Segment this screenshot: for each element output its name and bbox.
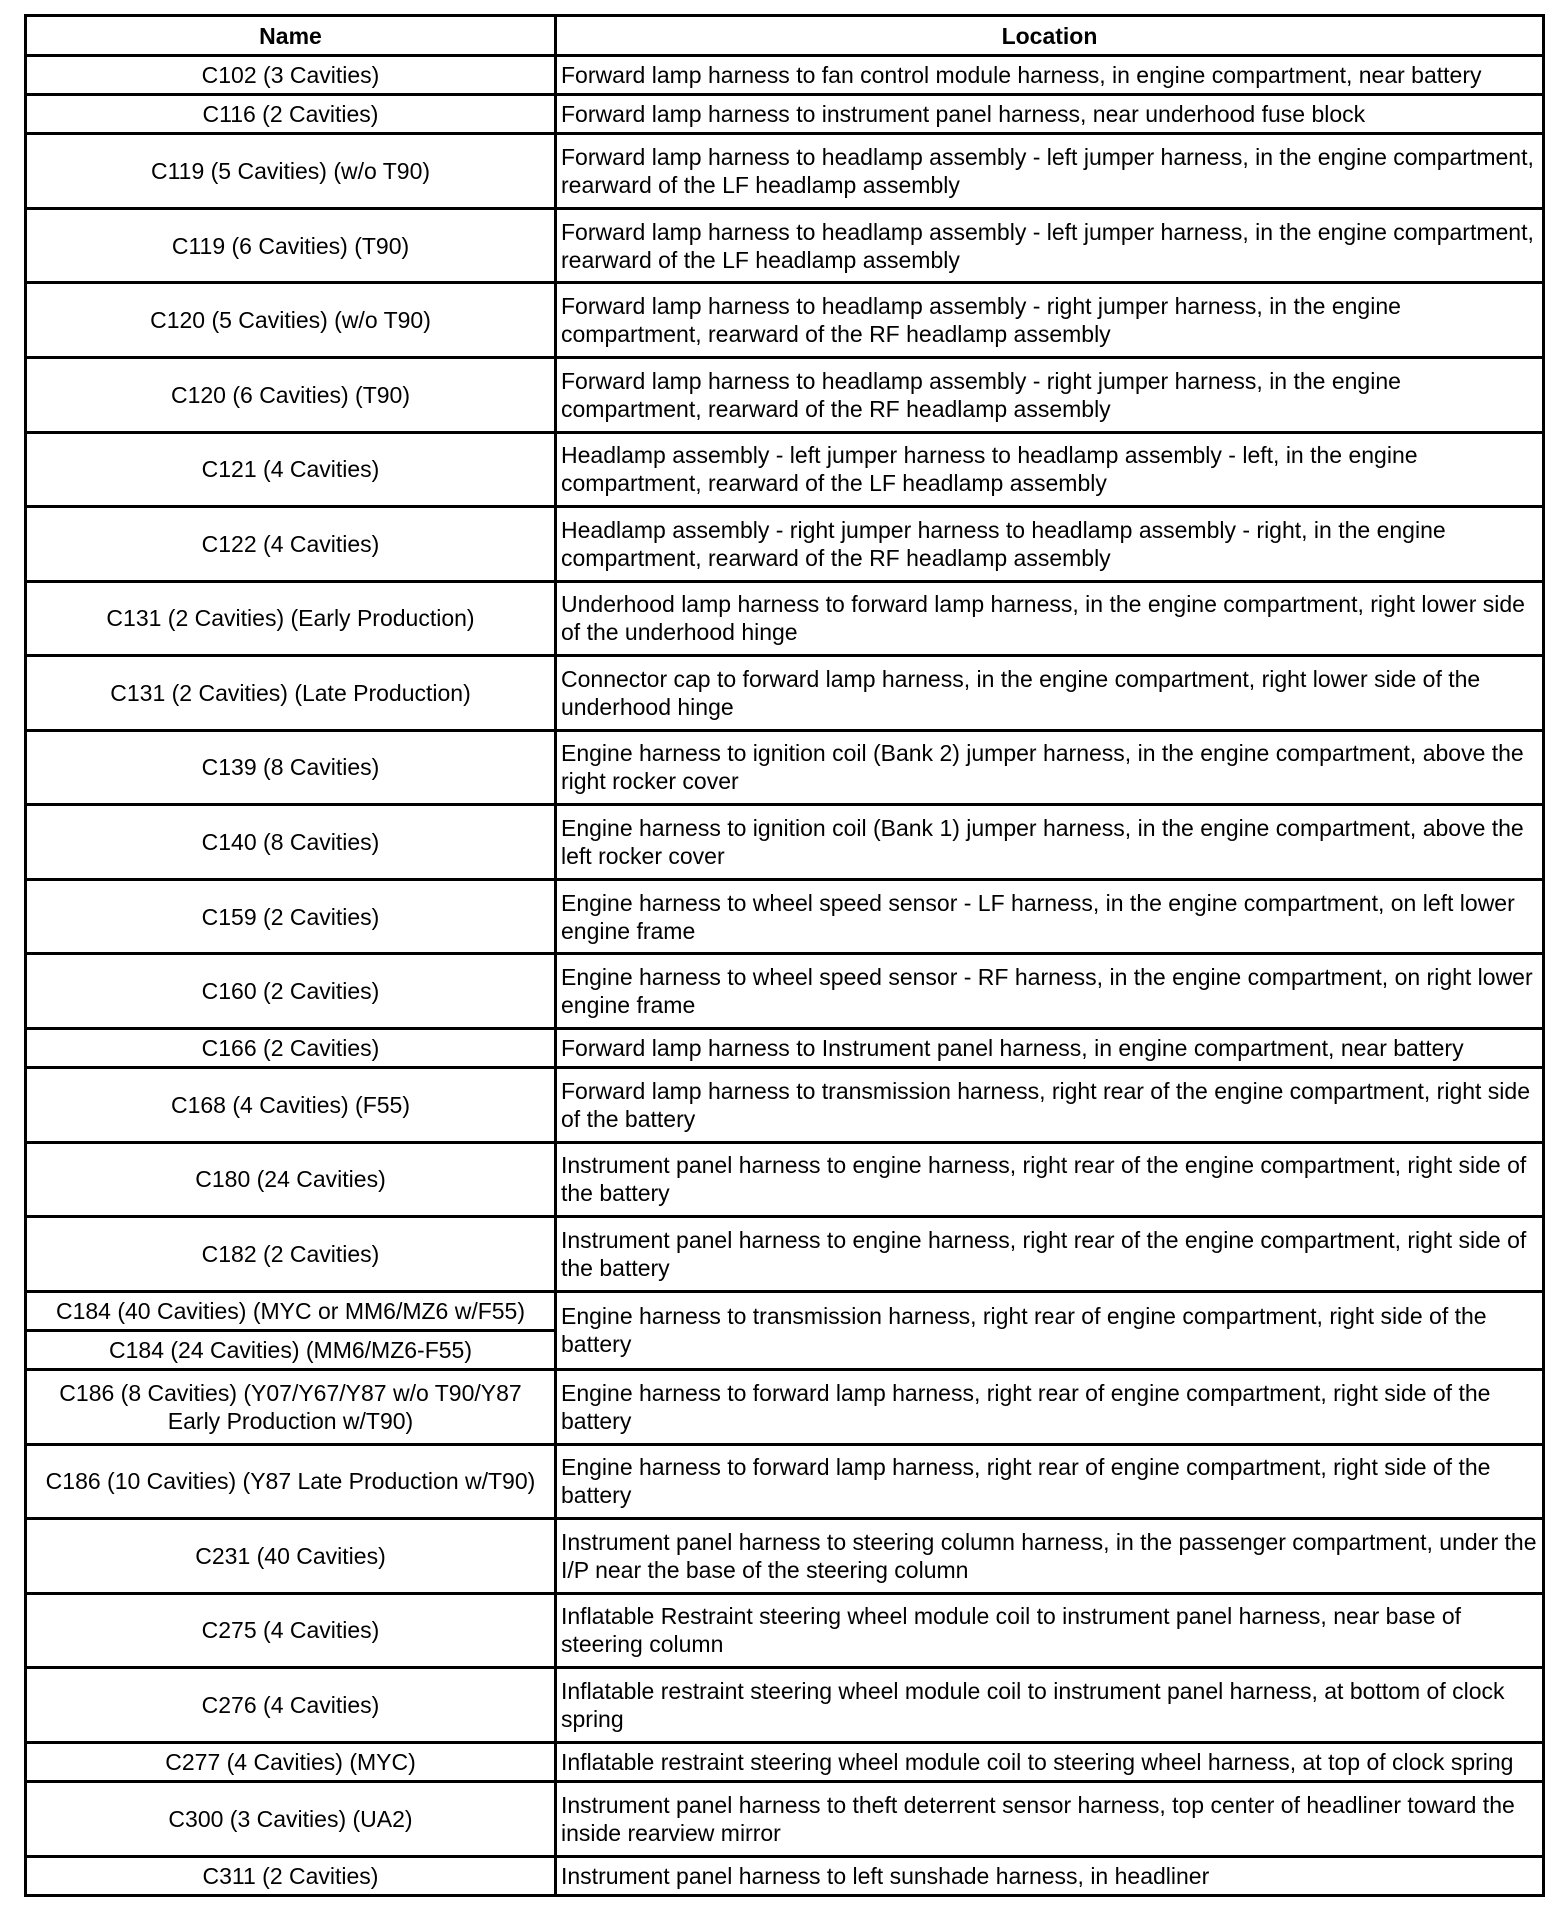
connector-name: C131 (2 Cavities) (Early Production) <box>26 581 556 656</box>
connector-name: C121 (4 Cavities) <box>26 432 556 507</box>
connector-location: Engine harness to wheel speed sensor - LF harness, in the engine compartment, on left lower engine frame <box>556 879 1544 954</box>
connector-name: C186 (10 Cavities) (Y87 Late Production w/T90) <box>26 1444 556 1519</box>
connector-location: Forward lamp harness to headlamp assembly - right jumper harness, in the engine compartment, rearward of the RF headlamp assembly <box>556 357 1544 432</box>
table-row <box>26 507 1544 582</box>
connector-location: Instrument panel harness to steering column harness, in the passenger compartment, under the I/P near the base of the steering column <box>556 1519 1544 1594</box>
table-row <box>26 1519 1544 1594</box>
connector-location: Forward lamp harness to fan control module harness, in engine compartment, near battery <box>556 56 1544 95</box>
connector-name: C276 (4 Cavities) <box>26 1668 556 1743</box>
connector-location: Inflatable restraint steering wheel module coil to instrument panel harness, at bottom of clock spring <box>556 1668 1544 1743</box>
connector-location: Instrument panel harness to left sunshade harness, in headliner <box>556 1856 1544 1895</box>
connector-location: Connector cap to forward lamp harness, in the engine compartment, right lower side of the underhood hinge <box>556 656 1544 731</box>
connector-name: C277 (4 Cavities) (MYC) <box>26 1742 556 1781</box>
connector-name: C180 (24 Cavities) <box>26 1142 556 1217</box>
connector-location: Engine harness to forward lamp harness, right rear of engine compartment, right side of the battery <box>556 1444 1544 1519</box>
table-row <box>26 1028 1544 1067</box>
connector-location: Forward lamp harness to headlamp assembly - left jumper harness, in the engine compartment, rearward of the LF headlamp assembly <box>556 134 1544 209</box>
connector-name: C160 (2 Cavities) <box>26 954 556 1029</box>
connector-name: C122 (4 Cavities) <box>26 507 556 582</box>
connector-name: C300 (3 Cavities) (UA2) <box>26 1781 556 1856</box>
connector-name: C120 (5 Cavities) (w/o T90) <box>26 283 556 358</box>
connector-name: C140 (8 Cavities) <box>26 805 556 880</box>
table-row <box>26 208 1544 283</box>
table-row <box>26 656 1544 731</box>
connector-location: Forward lamp harness to Instrument panel harness, in engine compartment, near battery <box>556 1028 1544 1067</box>
table-row <box>26 1742 1544 1781</box>
connector-name: C166 (2 Cavities) <box>26 1028 556 1067</box>
connector-location: Inflatable Restraint steering wheel module coil to instrument panel harness, near base of steering column <box>556 1593 1544 1668</box>
table-row <box>26 1142 1544 1217</box>
connector-location: Engine harness to ignition coil (Bank 1) jumper harness, in the engine compartment, above the left rocker cover <box>556 805 1544 880</box>
table-row <box>26 56 1544 95</box>
connector-location: Inflatable restraint steering wheel module coil to steering wheel harness, at top of clock spring <box>556 1742 1544 1781</box>
table-row <box>26 730 1544 805</box>
connector-name: C168 (4 Cavities) (F55) <box>26 1068 556 1143</box>
column-header-location: Location <box>556 16 1544 56</box>
connector-name: C119 (6 Cavities) (T90) <box>26 208 556 283</box>
connector-name: C119 (5 Cavities) (w/o T90) <box>26 134 556 209</box>
connector-location: Headlamp assembly - right jumper harness to headlamp assembly - right, in the engine compartment, rearward of the RF headlamp assembly <box>556 507 1544 582</box>
table-row <box>26 95 1544 134</box>
table-row <box>26 581 1544 656</box>
connector-location: Forward lamp harness to headlamp assembly - right jumper harness, in the engine compartment, rearward of the RF headlamp assembly <box>556 283 1544 358</box>
connector-name: C102 (3 Cavities) <box>26 56 556 95</box>
connector-name: C184 (24 Cavities) (MM6/MZ6-F55) <box>26 1330 556 1369</box>
connector-table-document <box>24 14 1545 1897</box>
connector-name: C120 (6 Cavities) (T90) <box>26 357 556 432</box>
connector-location: Engine harness to forward lamp harness, right rear of engine compartment, right side of the battery <box>556 1370 1544 1445</box>
connector-name: C275 (4 Cavities) <box>26 1593 556 1668</box>
connector-name: C159 (2 Cavities) <box>26 879 556 954</box>
connector-location: Instrument panel harness to engine harness, right rear of the engine compartment, right side of the battery <box>556 1217 1544 1292</box>
connector-name: C131 (2 Cavities) (Late Production) <box>26 656 556 731</box>
table-row <box>26 805 1544 880</box>
connector-location: Forward lamp harness to headlamp assembly - left jumper harness, in the engine compartment, rearward of the LF headlamp assembly <box>556 208 1544 283</box>
header-row <box>26 16 1544 56</box>
table-row <box>26 1370 1544 1445</box>
connector-name: C231 (40 Cavities) <box>26 1519 556 1594</box>
connector-location: Instrument panel harness to theft deterrent sensor harness, top center of headliner toward the inside rearview mirror <box>556 1781 1544 1856</box>
connector-location: Engine harness to ignition coil (Bank 2) jumper harness, in the engine compartment, above the right rocker cover <box>556 730 1544 805</box>
connector-location-table <box>24 14 1545 1897</box>
connector-location: Headlamp assembly - left jumper harness to headlamp assembly - left, in the engine compartment, rearward of the LF headlamp assembly <box>556 432 1544 507</box>
connector-name: C116 (2 Cavities) <box>26 95 556 134</box>
table-row <box>26 1068 1544 1143</box>
table-row <box>26 134 1544 209</box>
table-row <box>26 1856 1544 1895</box>
connector-name: C186 (8 Cavities) (Y07/Y67/Y87 w/o T90/Y87 Early Production w/T90) <box>26 1370 556 1445</box>
connector-name: C184 (40 Cavities) (MYC or MM6/MZ6 w/F55) <box>26 1291 556 1330</box>
table-row <box>26 1217 1544 1292</box>
connector-location: Instrument panel harness to engine harness, right rear of the engine compartment, right side of the battery <box>556 1142 1544 1217</box>
connector-location: Engine harness to transmission harness, right rear of engine compartment, right side of the battery <box>556 1291 1544 1369</box>
connector-name: C311 (2 Cavities) <box>26 1856 556 1895</box>
column-header-name: Name <box>26 16 556 56</box>
connector-location: Engine harness to wheel speed sensor - RF harness, in the engine compartment, on right lower engine frame <box>556 954 1544 1029</box>
table-row <box>26 1291 1544 1330</box>
table-row <box>26 954 1544 1029</box>
table-row <box>26 879 1544 954</box>
connector-location: Forward lamp harness to instrument panel harness, near underhood fuse block <box>556 95 1544 134</box>
table-row <box>26 432 1544 507</box>
table-row <box>26 1668 1544 1743</box>
table-row <box>26 283 1544 358</box>
connector-name: C182 (2 Cavities) <box>26 1217 556 1292</box>
table-row <box>26 357 1544 432</box>
connector-name: C139 (8 Cavities) <box>26 730 556 805</box>
connector-location: Forward lamp harness to transmission harness, right rear of the engine compartment, right side of the battery <box>556 1068 1544 1143</box>
table-row <box>26 1444 1544 1519</box>
connector-location: Underhood lamp harness to forward lamp harness, in the engine compartment, right lower side of the underhood hinge <box>556 581 1544 656</box>
table-row <box>26 1781 1544 1856</box>
table-row <box>26 1593 1544 1668</box>
